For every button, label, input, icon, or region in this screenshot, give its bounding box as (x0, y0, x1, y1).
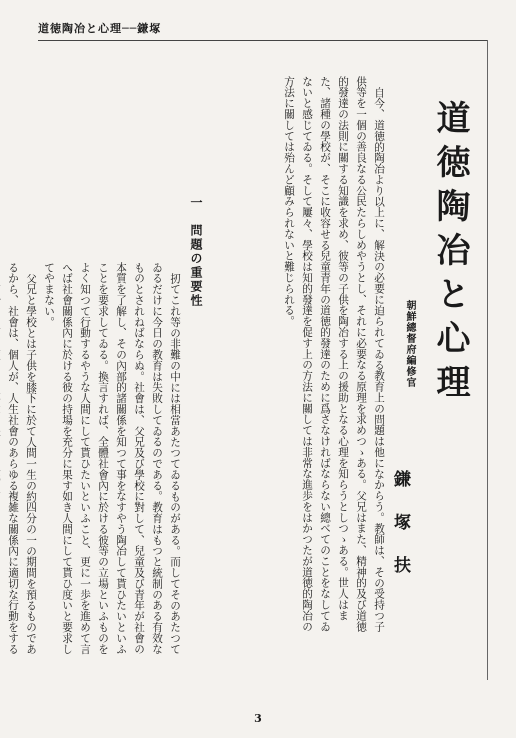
margin-rule (487, 40, 488, 680)
paragraph: 扨てこれ等の非難の中には相當あたつてゐるものがある。而してそのあたつてゐるだけに今日の教育は失敗してゐるのである。教育はもつと統制のある有效なものとされねばならぬ。社會は、父兄及び學校に對して、兒童及び青年が社會の本質を了解し、その內部的諸關係を知つて事をなすやう陶冶して貰ひたいといふことを要求してゐる。換言すれば、全體社會內に於ける彼等の立場といふものをよく知つて行動するやうな人間にして貰ひたいといふこと、更に一歩を進めて言へば社會關係內に於ける彼の持場を充分に果す如き人間にして貰ひ度いと要求してやまない。 (43, 262, 181, 655)
author-name: 鎌塚扶 (390, 470, 410, 599)
body-text-lower (7, 262, 184, 660)
running-head: 道徳陶冶と心理──鎌塚 (38, 22, 162, 35)
header-rule (38, 40, 488, 41)
body-text-upper (210, 76, 388, 640)
page-number: 3 (254, 712, 262, 725)
paragraph: 自今、道徳的陶冶より以上に、解決の必要に迫られてゐる教育上の問題は他になからう。教師は、その受持つ子供等を一個の善良なる公民たらしめやうとし、それに必要なる原理を求めつゝある。父兄はまた、精神的及び道徳的發達の法則に關する知識を求め、彼等の子供を陶冶する上の援助となる心理を知らうとしつゝある。世人はまた、諸種の學校が、そこに收容せる兒童青年の道徳的發達のために爲さなければならない總べてのことをなしてゐないと感じてゐる。そして屢々、學校は知的發達を促す上の方法に關しては非常な進歩をはかつたが道徳的陶冶の方法に關しては殆んど顧みられないと難じられる。 (283, 76, 385, 632)
article-title: 道徳陶冶と心理 (430, 100, 470, 408)
author-affiliation: 朝鮮總督府編修官 (404, 300, 415, 388)
section-heading: 一 問題の重要性 (189, 196, 203, 308)
paragraph: 父兄と學校とは子供を膝下に於て人間一生の約四分の一の期間を預るものであるから、社會は、個人が、人生社會のあらゆる複雑な關係內に適切な行動をする (7, 262, 37, 655)
